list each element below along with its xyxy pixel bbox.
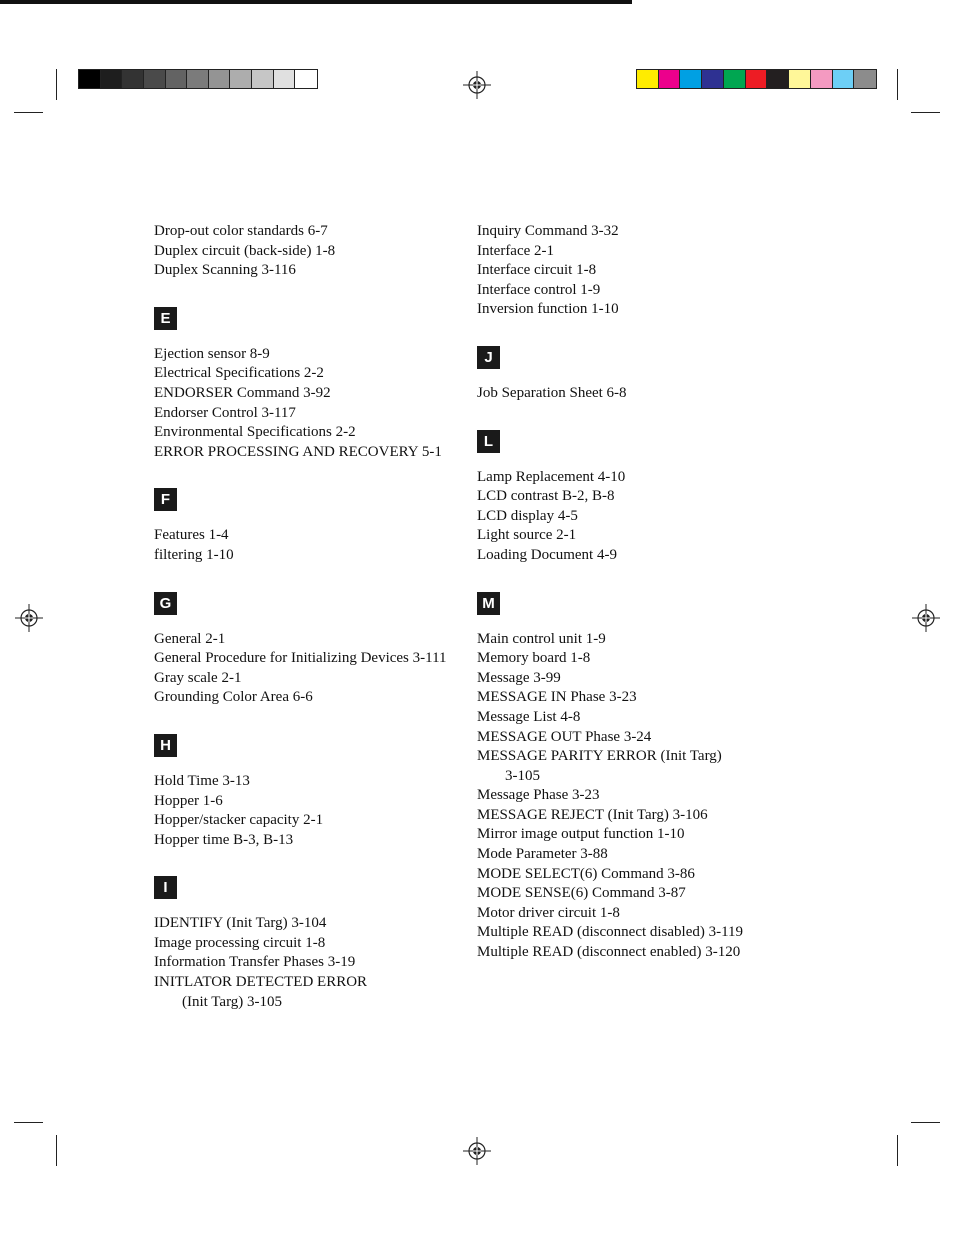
- index-entry: Image processing circuit 1-8: [154, 934, 326, 951]
- section-letter: E: [154, 307, 177, 330]
- color-swatch: [252, 70, 274, 88]
- index-entry: Interface circuit 1-8: [477, 262, 597, 279]
- index-entry: filtering 1-10: [154, 546, 234, 563]
- section-letter: I: [154, 876, 177, 899]
- index-entry: 3-105: [505, 767, 540, 784]
- color-calibration-bar: [636, 69, 877, 89]
- color-swatch: [746, 70, 768, 88]
- registration-mark-icon: [463, 1137, 491, 1165]
- color-swatch: [767, 70, 789, 88]
- index-entry: MESSAGE IN Phase 3-23: [477, 689, 637, 706]
- index-entry: Interface control 1-9: [477, 281, 601, 298]
- index-entry: Message Phase 3-23: [477, 787, 600, 804]
- index-entry: Hopper/stacker capacity 2-1: [154, 812, 324, 829]
- index-entry: Drop-out color standards 6-7: [154, 223, 328, 239]
- color-swatch: [637, 70, 659, 88]
- footer-rule: [0, 3, 632, 4]
- index-entry: MESSAGE REJECT (Init Targ) 3-106: [477, 806, 708, 823]
- index-entry: LCD display 4-5: [477, 507, 578, 524]
- registration-mark-icon: [15, 604, 43, 632]
- section-letter: J: [477, 346, 500, 369]
- index-entry: Message List 4-8: [477, 708, 581, 725]
- section-letter: M: [477, 592, 500, 615]
- index-entry: Hold Time 3-13: [154, 772, 250, 789]
- index-entry: Duplex Scanning 3-116: [154, 262, 296, 279]
- registration-mark-icon: [463, 71, 491, 99]
- color-swatch: [187, 70, 209, 88]
- section-letter: G: [154, 592, 177, 615]
- index-entry: Motor driver circuit 1-8: [477, 904, 620, 921]
- color-swatch: [144, 70, 166, 88]
- index-entry: INITLATOR DETECTED ERROR: [154, 974, 368, 991]
- color-swatch: [789, 70, 811, 88]
- index-entry: IDENTIFY (Init Targ) 3-104: [154, 915, 327, 932]
- index-entry: Loading Document 4-9: [477, 546, 617, 563]
- index-entry: ENDORSER Command 3-92: [154, 384, 331, 401]
- index-entry: Endorser Control 3-117: [154, 404, 296, 421]
- index-entry: General 2-1: [154, 630, 226, 647]
- index-entry: Light source 2-1: [477, 527, 577, 544]
- index-entry: General Procedure for Initializing Devices 3-111: [154, 650, 447, 667]
- index-entry: Hopper time B-3, B-13: [154, 831, 294, 848]
- index-entry: Features 1-4: [154, 527, 229, 544]
- index-entry: Ejection sensor 8-9: [154, 345, 270, 362]
- color-swatch: [274, 70, 296, 88]
- index-entry: LCD contrast B-2, B-8: [477, 488, 615, 505]
- index-entry: Multiple READ (disconnect enabled) 3-120: [477, 944, 741, 961]
- section-letter: L: [477, 430, 500, 453]
- index-entry: Main control unit 1-9: [477, 630, 606, 647]
- index-entry: Job Separation Sheet 6-8: [477, 384, 627, 401]
- index-entry: Memory board 1-8: [477, 650, 591, 667]
- index-entry: Grounding Color Area 6-6: [154, 689, 313, 706]
- index-entry: Inversion function 1-10: [477, 301, 619, 318]
- index-entry: (Init Targ) 3-105: [182, 993, 283, 1010]
- index-entry: Duplex circuit (back-side) 1-8: [154, 242, 336, 259]
- gray-calibration-bar: [78, 69, 318, 89]
- index-column-left: [154, 222, 474, 1012]
- color-swatch: [724, 70, 746, 88]
- color-swatch: [811, 70, 833, 88]
- index-column-right: [477, 222, 797, 963]
- registration-mark-icon: [912, 604, 940, 632]
- color-swatch: [659, 70, 681, 88]
- index-entry: Multiple READ (disconnect disabled) 3-119: [477, 924, 744, 941]
- index-entry: Inquiry Command 3-32: [477, 223, 619, 239]
- color-swatch: [79, 70, 101, 88]
- color-swatch: [122, 70, 144, 88]
- color-swatch: [833, 70, 855, 88]
- index-entry: MESSAGE OUT Phase 3-24: [477, 728, 652, 745]
- section-letter: H: [154, 734, 177, 757]
- index-entry: ERROR PROCESSING AND RECOVERY 5-1: [154, 443, 442, 460]
- color-swatch: [295, 70, 317, 88]
- index-entry: Mirror image output function 1-10: [477, 826, 685, 843]
- index-entry: Gray scale 2-1: [154, 669, 242, 686]
- color-swatch: [680, 70, 702, 88]
- color-swatch: [101, 70, 123, 88]
- color-swatch: [230, 70, 252, 88]
- section-letter: F: [154, 488, 177, 511]
- index-entry: Hopper 1-6: [154, 792, 223, 809]
- index-entry: MODE SENSE(6) Command 3-87: [477, 885, 686, 902]
- index-entry: Mode Parameter 3-88: [477, 846, 608, 863]
- index-entry: Information Transfer Phases 3-19: [154, 954, 356, 971]
- index-entry: Lamp Replacement 4-10: [477, 468, 626, 485]
- index-entry: Electrical Specifications 2-2: [154, 365, 324, 382]
- index-entry: Interface 2-1: [477, 242, 555, 259]
- index-entry: Environmental Specifications 2-2: [154, 424, 356, 441]
- color-swatch: [854, 70, 876, 88]
- color-swatch: [209, 70, 231, 88]
- index-entry: MODE SELECT(6) Command 3-86: [477, 865, 695, 882]
- color-swatch: [702, 70, 724, 88]
- color-swatch: [166, 70, 188, 88]
- index-entry: Message 3-99: [477, 669, 561, 686]
- index-entry: MESSAGE PARITY ERROR (Init Targ): [477, 748, 722, 765]
